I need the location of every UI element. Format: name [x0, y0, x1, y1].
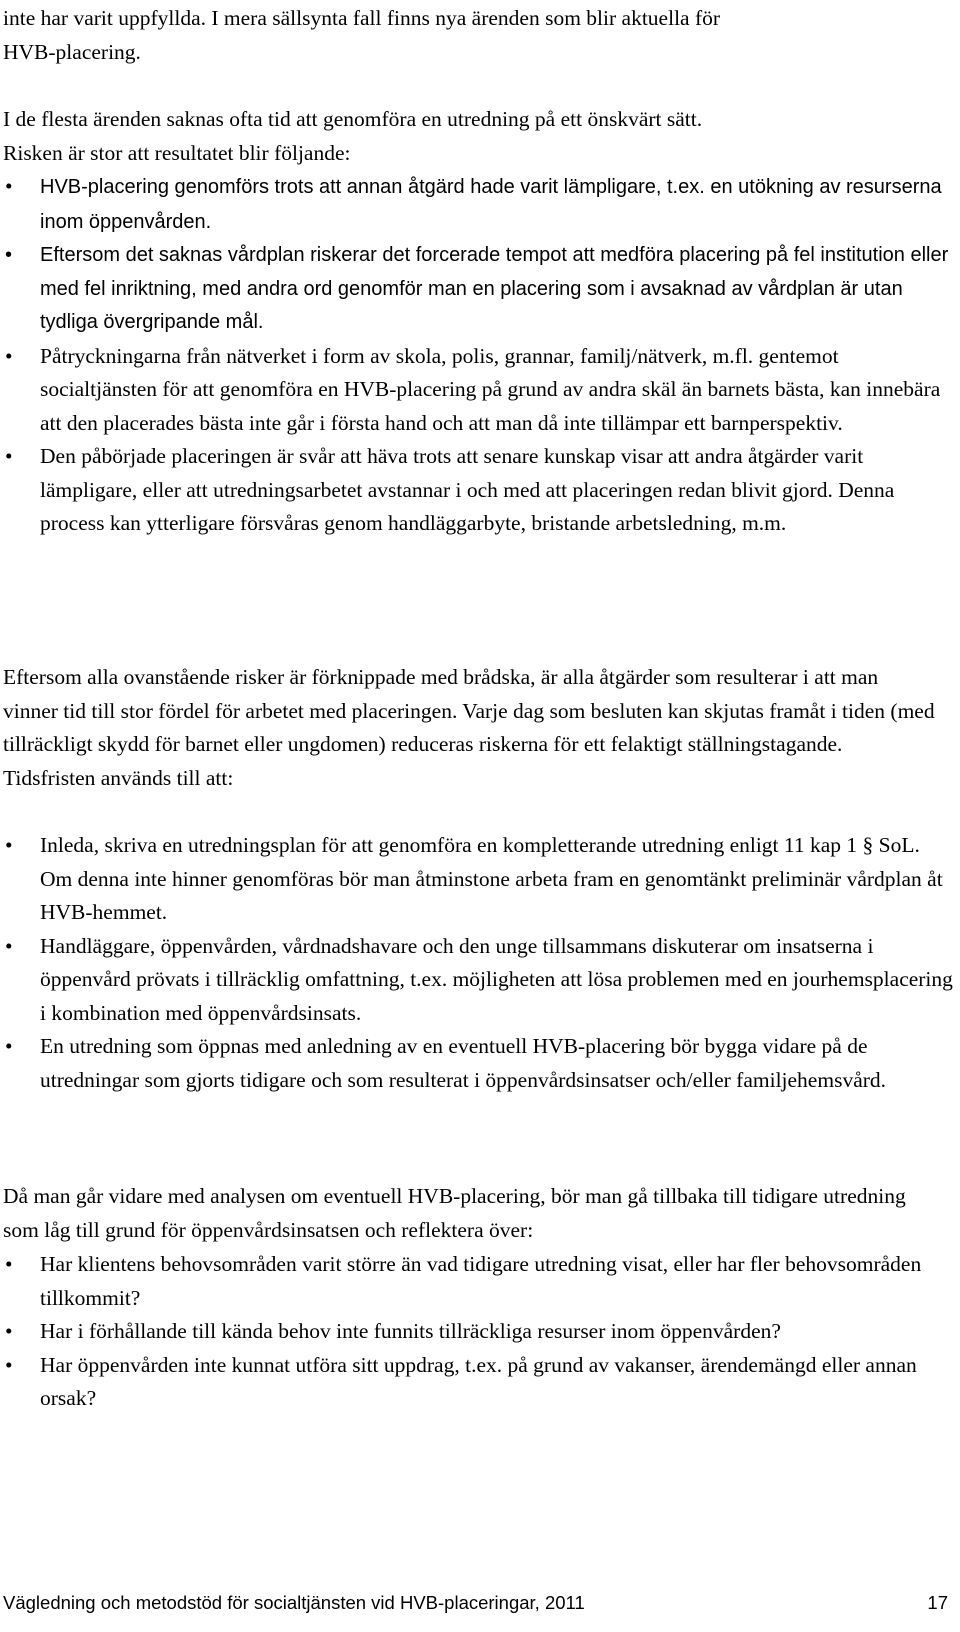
- list-item: [0, 1315, 955, 1349]
- list-item: [0, 239, 955, 340]
- list-item-text: Handläggare, öppenvården, vårdnadshavare och den unge tillsammans diskuterar om insatserna i öppenvård prövats i tillräcklig omfattning, t.ex. möjligheten att lösa problemen med en jourhemsplacering i kombination med öppenvårdsinsats.: [40, 933, 953, 1025]
- list-item: [0, 930, 955, 1031]
- intro-line-2: HVB-placering.: [3, 39, 141, 64]
- list-item: [0, 1030, 955, 1097]
- list-item-text: Eftersom det saknas vårdplan riskerar det forcerade tempot att medföra placering på fel institution eller med fel inriktning, med andra ord genomför man en placering som i avsaknad av vårdplan är utan tydliga övergripande mål.: [40, 244, 949, 333]
- bullet-icon: •: [5, 444, 13, 468]
- footer-title: Vägledning och metodstöd för socialtjänsten vid HVB-placeringar, 2011: [3, 1592, 585, 1613]
- bullet-icon: •: [5, 1252, 13, 1276]
- list-item: [0, 829, 955, 930]
- deadline-list: [0, 829, 955, 1097]
- bullet-icon: •: [5, 1034, 13, 1058]
- list-item-text: Har i förhållande till kända behov inte funnits tillräckliga resurser inom öppenvården?: [40, 1319, 781, 1343]
- bullet-icon: •: [5, 933, 13, 958]
- time-paragraph: Eftersom alla ovanstående risker är förknippade med brådska, är alla åtgärder som resulterar i att man vinner tid till stor fördel för arbetet med placeringen. Varje dag som besluten kan skjutas framåt i tiden (med tillräckligt skydd för barnet eller ungdomen) reduceras riskerna för ett felaktigt ställningstagande. Tidsfristen används till att:: [3, 665, 935, 790]
- list-item: [0, 1248, 955, 1315]
- bullet-icon: •: [5, 1319, 13, 1343]
- risk-list: [0, 170, 955, 541]
- intro-paragraph: [3, 2, 938, 69]
- list-item-text: Den påbörjade placeringen är svår att häva trots att senare kunskap visar att andra åtgärder varit lämpligare, eller att utredningsarbetet avstannar i och med att placeringen redan blivit gjord. Denna process kan ytterligare försvåras genom handläggarbyte, bristande arbetsledning, m.m.: [40, 444, 895, 535]
- list-item-text: Inleda, skriva en utredningsplan för att genomföra en kompletterande utredning enligt 11 kap 1 § SoL. Om denna inte hinner genomföras bör man åtminstone arbeta fram en genomtänkt preliminär vårdplan åt HVB-hemmet.: [40, 833, 943, 924]
- list-item: [0, 170, 955, 239]
- risk-intro-line-2: Risken är stor att resultatet blir följande:: [3, 140, 351, 165]
- reflection-list: [0, 1248, 955, 1416]
- list-item: [0, 1349, 955, 1416]
- intro-line-1: inte har varit uppfyllda. I mera sällsynta fall finns nya ärenden som blir aktuella för: [3, 6, 721, 30]
- risk-intro-line-1: I de flesta ärenden saknas ofta tid att genomföra en utredning på ett önskvärt sätt.: [3, 107, 703, 131]
- list-item: [0, 440, 955, 541]
- list-item: [0, 340, 955, 441]
- page-number: 17: [927, 1592, 948, 1613]
- analysis-paragraph: Då man går vidare med analysen om eventuell HVB-placering, bör man gå tillbaka till tidigare utredning som låg till grund för öppenvårdsinsatsen och reflektera över:: [3, 1184, 906, 1242]
- bullet-icon: •: [5, 1352, 13, 1377]
- list-item-text: Har klientens behovsområden varit större än vad tidigare utredning visat, eller har fler behovsområden tillkommit?: [40, 1252, 922, 1310]
- list-item-text: En utredning som öppnas med anledning av en eventuell HVB-placering bör bygga vidare på de utredningar som gjorts tidigare och som resulterat i öppenvårdsinsatser och/eller familjehemsvård.: [40, 1034, 887, 1092]
- bullet-icon: •: [5, 833, 13, 857]
- list-item-text: Påtryckningarna från nätverket i form av skola, polis, grannar, familj/nätverk, m.fl. gentemot socialtjänsten för att genomföra en HVB-placering på grund av andra skäl än barnets bästa, kan innebära att den placerades bästa inte går i första hand och att man då inte tillämpar ett barnperspektiv.: [40, 343, 941, 435]
- bullet-icon: •: [5, 244, 13, 266]
- list-item-text: Har öppenvården inte kunnat utföra sitt uppdrag, t.ex. på grund av vakanser, ärendemängd eller annan orsak?: [40, 1352, 917, 1410]
- bullet-icon: •: [5, 174, 13, 198]
- list-item-text: HVB-placering genomförs trots att annan åtgärd hade varit lämpligare, t.ex. en utökning av resurserna inom öppenvården.: [40, 176, 942, 233]
- risk-intro-paragraph: [3, 103, 938, 170]
- bullet-icon: •: [5, 343, 13, 368]
